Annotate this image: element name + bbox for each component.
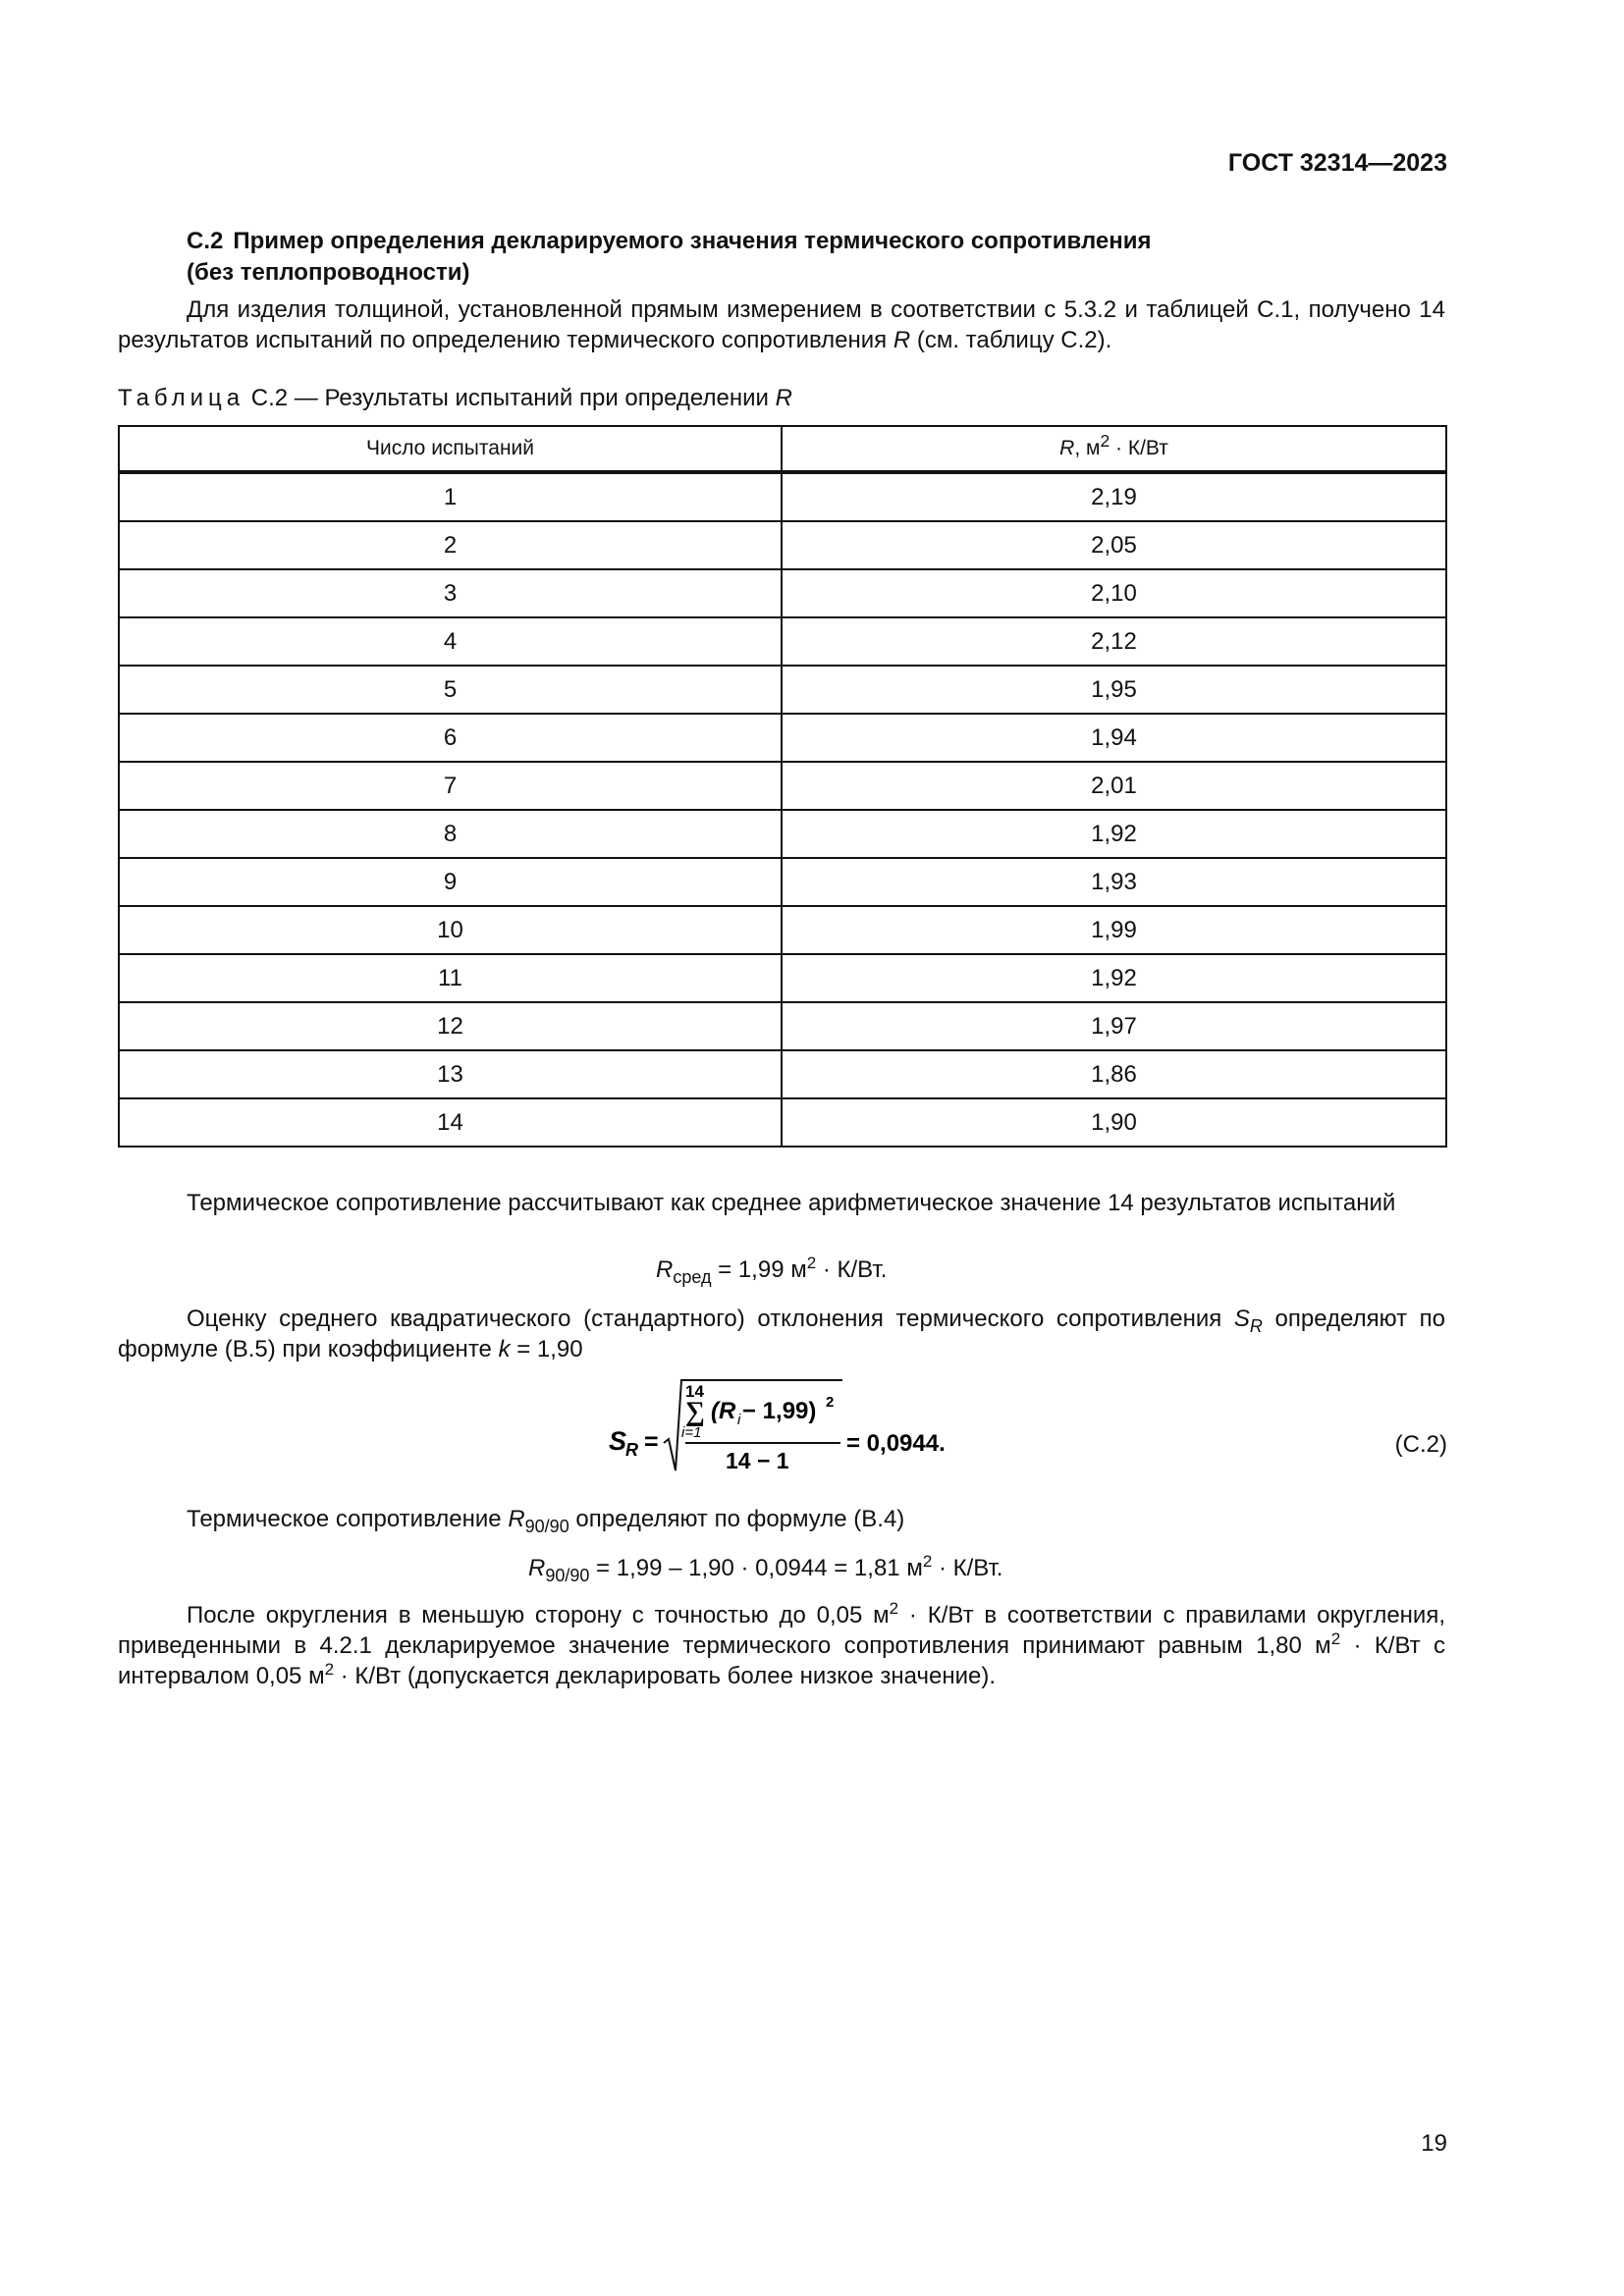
cell-r-value: 1,93	[782, 858, 1446, 906]
sd-var: S	[1233, 1306, 1250, 1332]
sd-formula-equals: =	[644, 1428, 659, 1456]
r9090-formula-sub: 90/90	[545, 1565, 590, 1585]
intro-paragraph	[118, 294, 1445, 355]
table-body	[119, 472, 1446, 1147]
table-row	[119, 1098, 1446, 1147]
col-header-unit-sup: 2	[1100, 431, 1110, 451]
table-row	[119, 1050, 1446, 1098]
table-row	[119, 521, 1446, 569]
intro-text: Для изделия толщиной, установленной прямым измерением в соответствии с 5.3.2 и таблицей С.1, получено 14 результатов испытаний по определению термического сопротивления	[118, 296, 1445, 353]
mean-formula-var: R	[656, 1256, 674, 1283]
page-number: 19	[1421, 2130, 1447, 2157]
results-table	[118, 425, 1447, 1148]
intro-text-end: (см. таблицу С.2).	[910, 327, 1112, 353]
cell-test-number: 14	[119, 1098, 782, 1147]
r9090-formula	[528, 1552, 1003, 1585]
cell-r-value: 1,90	[782, 1098, 1446, 1147]
cell-r-value: 1,99	[782, 906, 1446, 954]
mean-formula-text: = 1,99 м	[711, 1256, 807, 1283]
table-row	[119, 666, 1446, 714]
numerator-rest: − 1,99)	[742, 1398, 817, 1424]
intro-var: R	[893, 327, 911, 353]
r9090-formula-unit: · К/Вт.	[932, 1555, 1003, 1581]
col-header-unit: , м	[1074, 437, 1101, 459]
table-header-row	[119, 426, 1446, 472]
sd-formula-lhs-sub: R	[625, 1440, 638, 1460]
table-row	[119, 569, 1446, 617]
equation-number: (С.2)	[1394, 1431, 1447, 1458]
cell-test-number: 6	[119, 714, 782, 762]
cell-r-value: 2,05	[782, 521, 1446, 569]
mean-formula-sup: 2	[806, 1254, 817, 1272]
table-row	[119, 906, 1446, 954]
sd-text: Оценку среднего квадратического (стандартного) отклонения термического сопротивления	[187, 1306, 1234, 1332]
cell-r-value: 1,86	[782, 1050, 1446, 1098]
numerator-r: (R	[711, 1398, 736, 1424]
table-row	[119, 954, 1446, 1002]
document-code: ГОСТ 32314—2023	[1227, 149, 1447, 177]
sum-sign: ∑	[685, 1397, 705, 1427]
r9090-formula-var: R	[528, 1555, 546, 1581]
cell-test-number: 10	[119, 906, 782, 954]
section-heading	[187, 226, 1267, 289]
denominator: 14 − 1	[726, 1448, 789, 1473]
final-text-c: · К/Вт с интервалом 0,05 м	[118, 1632, 1445, 1689]
r9090-formula-sup: 2	[922, 1552, 933, 1571]
final-paragraph	[118, 1600, 1445, 1691]
section-title-line2: (без теплопроводности)	[187, 259, 470, 286]
sum-upper-limit: 14	[685, 1382, 704, 1401]
section-title-line1: Пример определения декларируемого значения термического сопротивления	[233, 228, 1152, 254]
cell-r-value: 2,19	[782, 472, 1446, 521]
r9090-sub: 90/90	[524, 1516, 569, 1536]
final-sup1: 2	[889, 1599, 899, 1618]
r9090-var: R	[508, 1506, 525, 1532]
mean-formula-sub: сред	[673, 1266, 712, 1287]
cell-test-number: 13	[119, 1050, 782, 1098]
numerator-sup: 2	[826, 1394, 835, 1411]
cell-test-number: 2	[119, 521, 782, 569]
sum-lower-limit: i=1	[681, 1424, 702, 1441]
table-row	[119, 858, 1446, 906]
cell-test-number: 4	[119, 617, 782, 666]
section-number: С.2	[187, 228, 224, 254]
r9090-formula-text: = 1,99 – 1,90 · 0,0944 = 1,81 м	[589, 1555, 923, 1581]
cell-test-number: 5	[119, 666, 782, 714]
cell-r-value: 1,92	[782, 954, 1446, 1002]
col-header-r-value	[782, 426, 1446, 472]
col-header-var: R	[1059, 437, 1075, 459]
final-text-b: · К/Вт в соответствии с правилами округления, приведенными в 4.2.1 декларируемое значение термического сопротивления принимают равным 1,80 м	[118, 1602, 1445, 1659]
cell-r-value: 1,94	[782, 714, 1446, 762]
col-header-unit-rest: · К/Вт	[1110, 437, 1168, 459]
cell-r-value: 2,10	[782, 569, 1446, 617]
mean-text: Термическое сопротивление рассчитывают как среднее арифметическое значение 14 результатов испытаний	[187, 1190, 1396, 1216]
table-row	[119, 762, 1446, 810]
table-caption	[118, 385, 792, 412]
r9090-text-end: определяют по формуле (В.4)	[568, 1506, 905, 1532]
table-row	[119, 1002, 1446, 1050]
cell-r-value: 1,95	[782, 666, 1446, 714]
cell-r-value: 1,92	[782, 810, 1446, 858]
cell-r-value: 2,01	[782, 762, 1446, 810]
cell-r-value: 1,97	[782, 1002, 1446, 1050]
table-row	[119, 472, 1446, 521]
sd-formula-lhs: S	[609, 1426, 627, 1456]
sd-k: k	[498, 1336, 511, 1362]
final-text-d: · К/Вт (допускается декларировать более низкое значение).	[334, 1663, 996, 1689]
table-caption-var: R	[775, 385, 792, 411]
mean-formula	[656, 1254, 888, 1287]
sd-formula-graphic	[609, 1374, 962, 1482]
sd-var-sub: R	[1249, 1315, 1263, 1336]
mean-formula-unit: · К/Вт.	[816, 1256, 888, 1283]
r9090-paragraph	[118, 1504, 1445, 1534]
numerator-r-sub: i	[737, 1412, 741, 1428]
cell-test-number: 11	[119, 954, 782, 1002]
sd-formula-result: = 0,0944.	[846, 1430, 946, 1457]
table-caption-text: С.2 — Результаты испытаний при определении	[244, 385, 776, 411]
cell-test-number: 8	[119, 810, 782, 858]
table-row	[119, 810, 1446, 858]
col-header-test-number: Число испытаний	[119, 426, 782, 472]
final-text-a: После округления в меньшую сторону с точностью до 0,05 м	[187, 1602, 890, 1629]
cell-test-number: 9	[119, 858, 782, 906]
sd-formula	[609, 1374, 962, 1482]
sd-text-mid: определяют по формуле (В.5) при коэффициенте	[118, 1306, 1446, 1362]
cell-test-number: 7	[119, 762, 782, 810]
cell-r-value: 2,12	[782, 617, 1446, 666]
r9090-text: Термическое сопротивление	[187, 1506, 509, 1532]
sd-text-end: = 1,90	[510, 1336, 583, 1362]
cell-test-number: 3	[119, 569, 782, 617]
final-sup2: 2	[1330, 1629, 1341, 1648]
cell-test-number: 1	[119, 472, 782, 521]
table-row	[119, 714, 1446, 762]
table-caption-label: Таблица	[118, 385, 245, 411]
final-sup3: 2	[324, 1660, 335, 1679]
table-row	[119, 617, 1446, 666]
mean-paragraph	[118, 1188, 1445, 1218]
sd-paragraph	[118, 1304, 1445, 1364]
cell-test-number: 12	[119, 1002, 782, 1050]
